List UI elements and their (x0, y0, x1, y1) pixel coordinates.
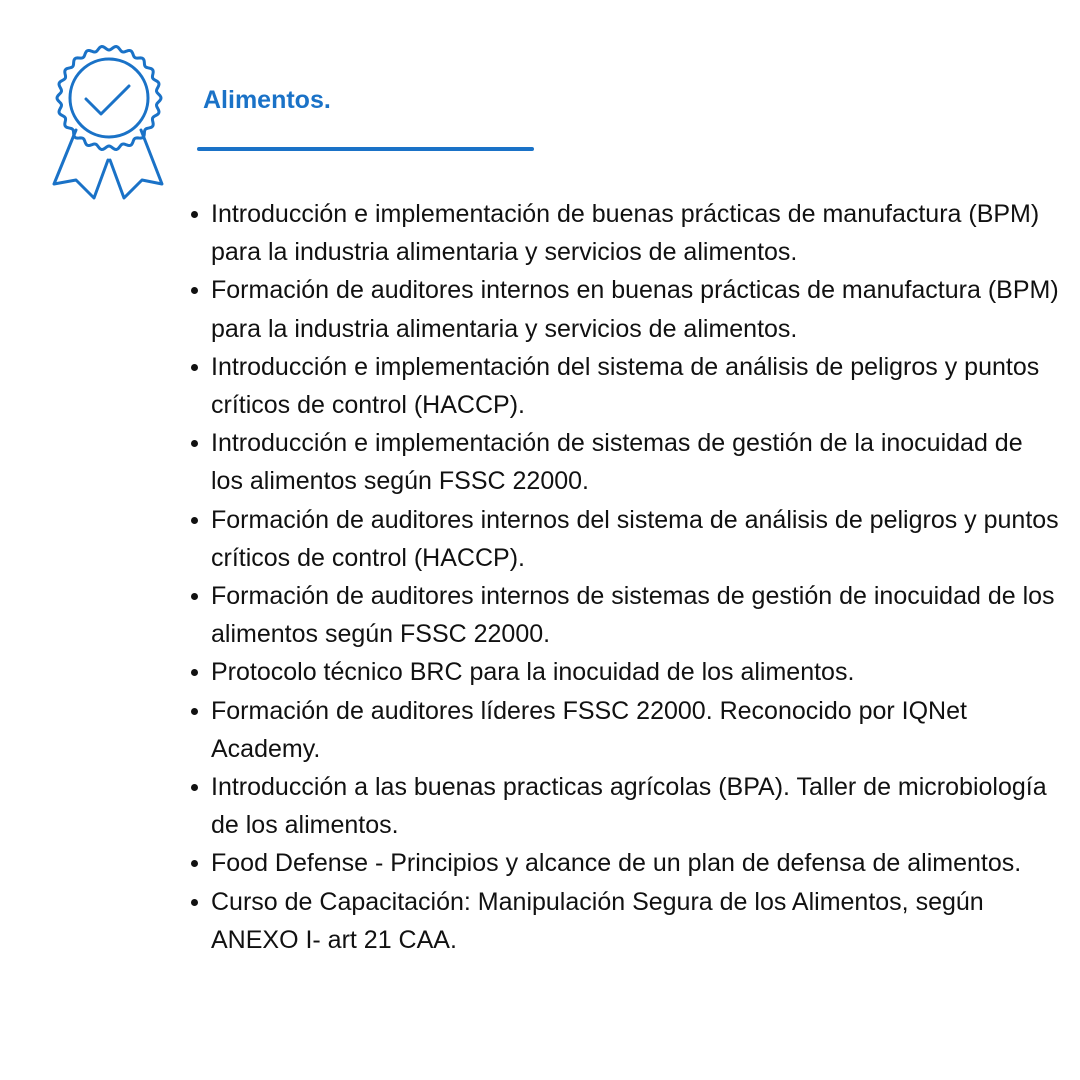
course-item (211, 501, 1061, 577)
bullet-icon (191, 784, 198, 791)
course-text: Curso de Capacitación: Manipulación Segura de los Alimentos, según ANEXO I- art 21 CAA. (211, 887, 984, 954)
course-text: Introducción e implementación de sistemas de gestión de la inocuidad de los alimentos según FSSC 22000. (211, 429, 1023, 496)
bullet-icon (191, 593, 198, 600)
course-text: Protocolo técnico BRC para la inocuidad de los alimentos. (211, 658, 855, 687)
course-item (211, 844, 1061, 882)
course-text: Formación de auditores internos de sistemas de gestión de inocuidad de los alimentos según FSSC 22000. (211, 582, 1055, 649)
course-text: Food Defense - Principios y alcance de un plan de defensa de alimentos. (211, 849, 1022, 878)
bullet-icon (191, 287, 198, 294)
course-list (211, 195, 1061, 959)
bullet-icon (191, 211, 198, 218)
bullet-icon (191, 517, 198, 524)
course-text: Introducción e implementación del sistema de análisis de peligros y puntos críticos de control (HACCP). (211, 352, 1040, 420)
course-item (211, 653, 1061, 691)
bullet-icon (191, 860, 198, 867)
bullet-icon (191, 899, 198, 906)
section-title: Alimentos. (203, 86, 331, 114)
bullet-icon (191, 669, 198, 676)
course-text: Formación de auditores internos en buenas prácticas de manufactura (BPM) para la industria alimentaria y servicios de alimentos. (211, 276, 1059, 343)
course-item (211, 348, 1061, 424)
course-text: Formación de auditores internos del sistema de análisis de peligros y puntos críticos de control (HACCP). (211, 505, 1059, 572)
bullet-icon (191, 364, 198, 371)
course-item (211, 692, 1061, 768)
course-item (211, 768, 1061, 844)
course-item (211, 424, 1061, 500)
bullet-icon (191, 440, 198, 447)
course-text: Formación de auditores líderes FSSC 22000. Reconocido por IQNet Academy. (211, 696, 967, 763)
course-item (211, 577, 1061, 653)
title-underline (197, 147, 534, 151)
course-item (211, 271, 1061, 347)
course-text: Introducción e implementación de buenas prácticas de manufactura (BPM) para la industria alimentaria y servicios de alimentos. (211, 200, 1040, 267)
bullet-icon (191, 708, 198, 715)
course-item (211, 883, 1061, 959)
award-ribbon-check-icon (48, 42, 170, 204)
course-item (211, 195, 1061, 271)
course-text: Introducción a las buenas practicas agrícolas (BPA). Taller de microbiología de los alimentos. (211, 773, 1047, 840)
